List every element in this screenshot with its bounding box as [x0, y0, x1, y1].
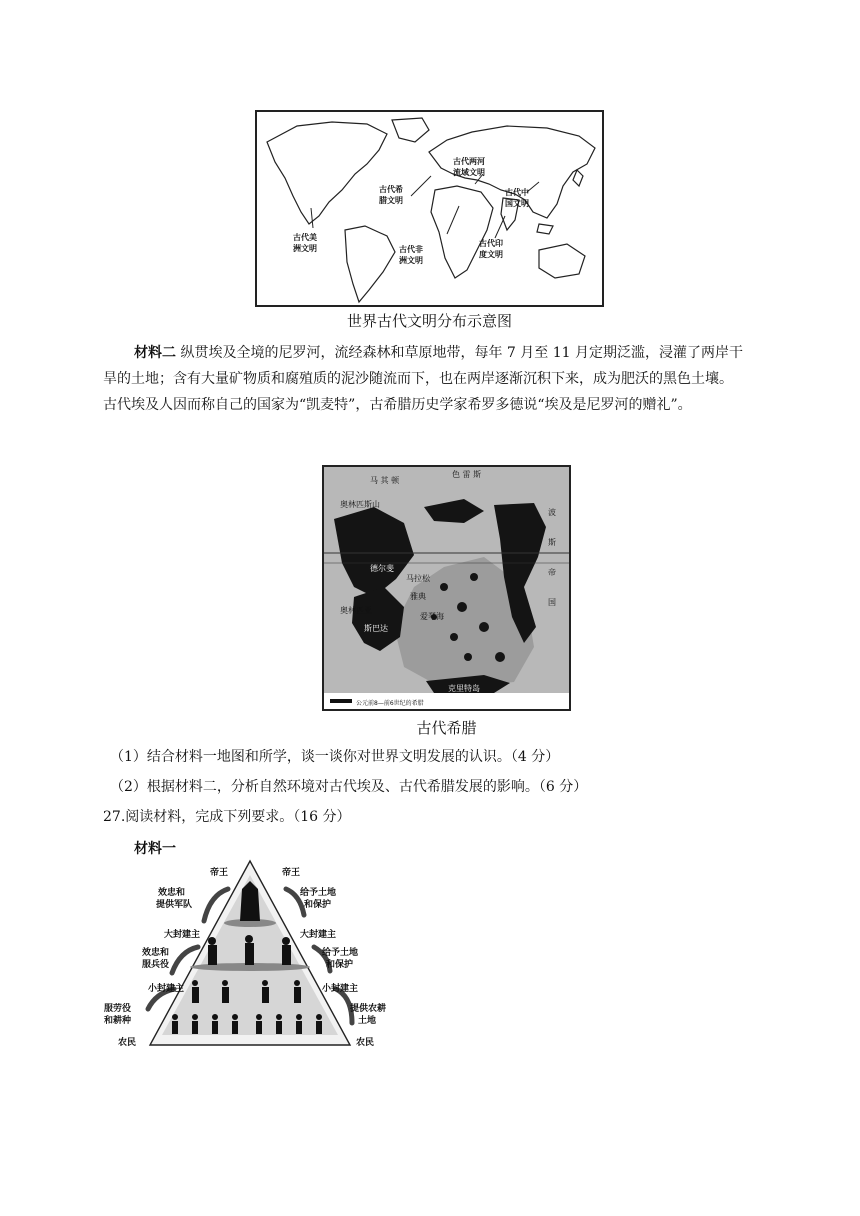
pyramid-peasant-right: 农民 — [356, 1038, 375, 1048]
ancient-greece-map — [322, 465, 571, 711]
material2-heading: 材料二 — [134, 345, 176, 361]
pyramid-left-low-2: 和耕种 — [104, 1016, 132, 1026]
question-2: （2）根据材料二，分析自然环境对古代埃及、古代希腊发展的影响。（6 分） — [110, 779, 588, 795]
greece-label-persia-2: 斯 — [548, 538, 556, 547]
material1-heading: 材料一 — [134, 841, 176, 857]
pyramid-small-lord-right: 小封建主 — [322, 984, 359, 994]
material2-text: 纵贯埃及全境的尼罗河，流经森林和草原地带，每年 7 月至 11 月定期泛滥，浸灌了两岸干旱的土地；含有大量矿物质和腐殖质的泥沙随流而下，也在两岸逐渐沉积下来，成为肥沃的黑色土壤。古代埃及人因而称自己的国家为“凯麦特”，古希腊历史学家希罗多德说“埃及是尼罗河的赠礼”。 — [103, 345, 743, 413]
pyramid-peasant-left: 农民 — [118, 1038, 137, 1048]
greece-label-persia-1: 波 — [548, 508, 556, 517]
greece-label-persia-3: 帝 — [548, 568, 556, 577]
pyramid-left-mid-2: 服兵役 — [142, 960, 170, 970]
map-label-china-2: 国文明 — [505, 199, 529, 208]
map-label-india-1: 古代印 — [479, 239, 503, 248]
greece-label-crete: 克里特岛 — [448, 684, 480, 693]
pyramid-right-mid-1: 给予土地 — [322, 948, 359, 958]
pyramid-king-left: 帝王 — [210, 868, 229, 878]
world-civilization-map — [255, 110, 604, 307]
pyramid-left-top-2: 提供军队 — [156, 900, 193, 910]
greece-label-sparta: 斯巴达 — [364, 624, 388, 633]
map-label-africa-1: 古代非 — [399, 245, 423, 254]
greece-label-macedonia: 马 其 顿 — [370, 476, 400, 485]
map-label-greece-1: 古代希 — [379, 185, 403, 194]
greece-legend: 公元前8—前6世纪的希腊 — [356, 700, 424, 707]
greece-label-olympus: 奥林匹斯山 — [340, 500, 380, 509]
pyramid-right-low-2: 土地 — [358, 1016, 377, 1026]
pyramid-small-lord-left: 小封建主 — [148, 984, 185, 994]
pyramid-great-lord-right: 大封建主 — [300, 930, 337, 940]
map-label-africa-2: 洲文明 — [399, 256, 423, 265]
map-label-mesopotamia-2: 流域文明 — [453, 168, 485, 177]
pyramid-left-low-1: 服劳役 — [104, 1004, 132, 1014]
map-label-america-2: 洲文明 — [293, 244, 317, 253]
pyramid-great-lord-left: 大封建主 — [164, 930, 201, 940]
world-map-caption: 世界古代文明分布示意图 — [346, 312, 512, 330]
question-27: 27.阅读材料，完成下列要求。（16 分） — [103, 809, 351, 825]
pyramid-right-top-1: 给予土地 — [300, 888, 337, 898]
pyramid-left-top-1: 效忠和 — [158, 888, 186, 898]
greece-label-olympia: 奥林匹亚 — [340, 606, 372, 615]
pyramid-left-mid-1: 效忠和 — [142, 948, 170, 958]
greece-label-aegean: 爱琴海 — [420, 612, 444, 621]
map-label-china-1: 古代中 — [505, 188, 529, 197]
question-1: （1）结合材料一地图和所学，谈一谈你对世界文明发展的认识。（4 分） — [110, 749, 560, 765]
greece-label-thrace: 色 雷 斯 — [452, 470, 482, 479]
greece-label-athens: 雅典 — [410, 592, 426, 601]
material2-paragraph — [103, 340, 743, 418]
feudal-pyramid-diagram — [100, 855, 400, 1055]
greece-label-persia-4: 国 — [548, 598, 556, 607]
map-label-mesopotamia-1: 古代两河 — [453, 157, 485, 166]
map-label-india-2: 度文明 — [479, 250, 503, 259]
greece-label-marathon: 马拉松 — [406, 574, 430, 583]
map-label-america-1: 古代美 — [293, 233, 317, 242]
greece-map-caption: 古代希腊 — [416, 719, 477, 737]
pyramid-king-right: 帝王 — [282, 868, 301, 878]
pyramid-right-mid-2: 和保护 — [326, 960, 354, 970]
greece-label-delphi: 德尔斐 — [370, 564, 394, 573]
pyramid-right-low-1: 提供农耕 — [350, 1004, 387, 1014]
pyramid-right-top-2: 和保护 — [304, 900, 332, 910]
map-label-greece-2: 腊文明 — [379, 196, 403, 205]
